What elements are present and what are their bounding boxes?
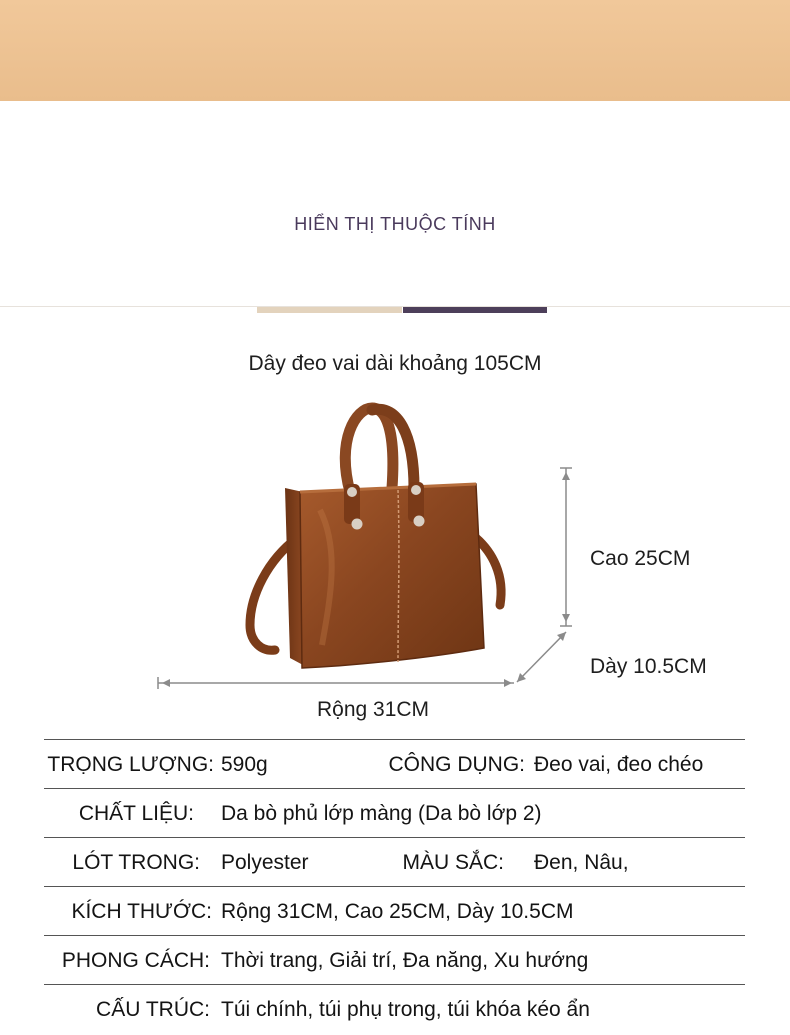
bag-body (300, 484, 484, 668)
handle-left (345, 408, 393, 492)
weight-value: 590g (221, 753, 268, 776)
color-label: MÀU SẮC: (402, 851, 504, 874)
center-seam (398, 490, 399, 662)
spec-row-weight (44, 739, 745, 788)
material-label: CHẤT LIỆU: (78, 802, 194, 825)
usage-value: Đeo vai, đeo chéo (534, 753, 704, 776)
style-label: PHONG CÁCH: (61, 949, 210, 972)
strap-length-note: Dây đeo vai dài khoảng 105CM (248, 352, 542, 375)
depth-label: Dày 10.5CM (590, 655, 707, 678)
size-label: KÍCH THƯỚC: (71, 900, 212, 923)
top-color-band (0, 0, 790, 101)
section-title: HIỂN THỊ THUỘC TÍNH (294, 214, 496, 234)
lining-value: Polyester (221, 851, 309, 874)
spec-table (44, 739, 745, 1033)
tab-indicator-left (257, 307, 402, 313)
lining-label: LÓT TRONG: (72, 851, 200, 874)
tab-indicator-right (403, 307, 547, 313)
usage-label: CÔNG DỤNG: (388, 753, 525, 776)
color-value: Đen, Nâu, (534, 851, 629, 874)
spec-row-style (44, 935, 745, 984)
structure-label: CẤU TRÚC: (96, 998, 210, 1021)
structure-value: Túi chính, túi phụ trong, túi khóa kéo ẩn (221, 998, 590, 1021)
style-value: Thời trang, Giải trí, Đa năng, Xu hướng (221, 949, 589, 972)
spec-row-lining (44, 837, 745, 886)
height-label: Cao 25CM (590, 547, 691, 570)
size-value: Rộng 31CM, Cao 25CM, Dày 10.5CM (221, 900, 574, 923)
material-value: Da bò phủ lớp màng (Da bò lớp 2) (221, 802, 542, 825)
spec-row-size (44, 886, 745, 935)
spec-row-material (44, 788, 745, 837)
weight-label: TRỌNG LƯỢNG: (47, 753, 214, 776)
spec-row-structure (44, 984, 745, 1033)
width-label: Rộng 31CM (317, 698, 430, 721)
